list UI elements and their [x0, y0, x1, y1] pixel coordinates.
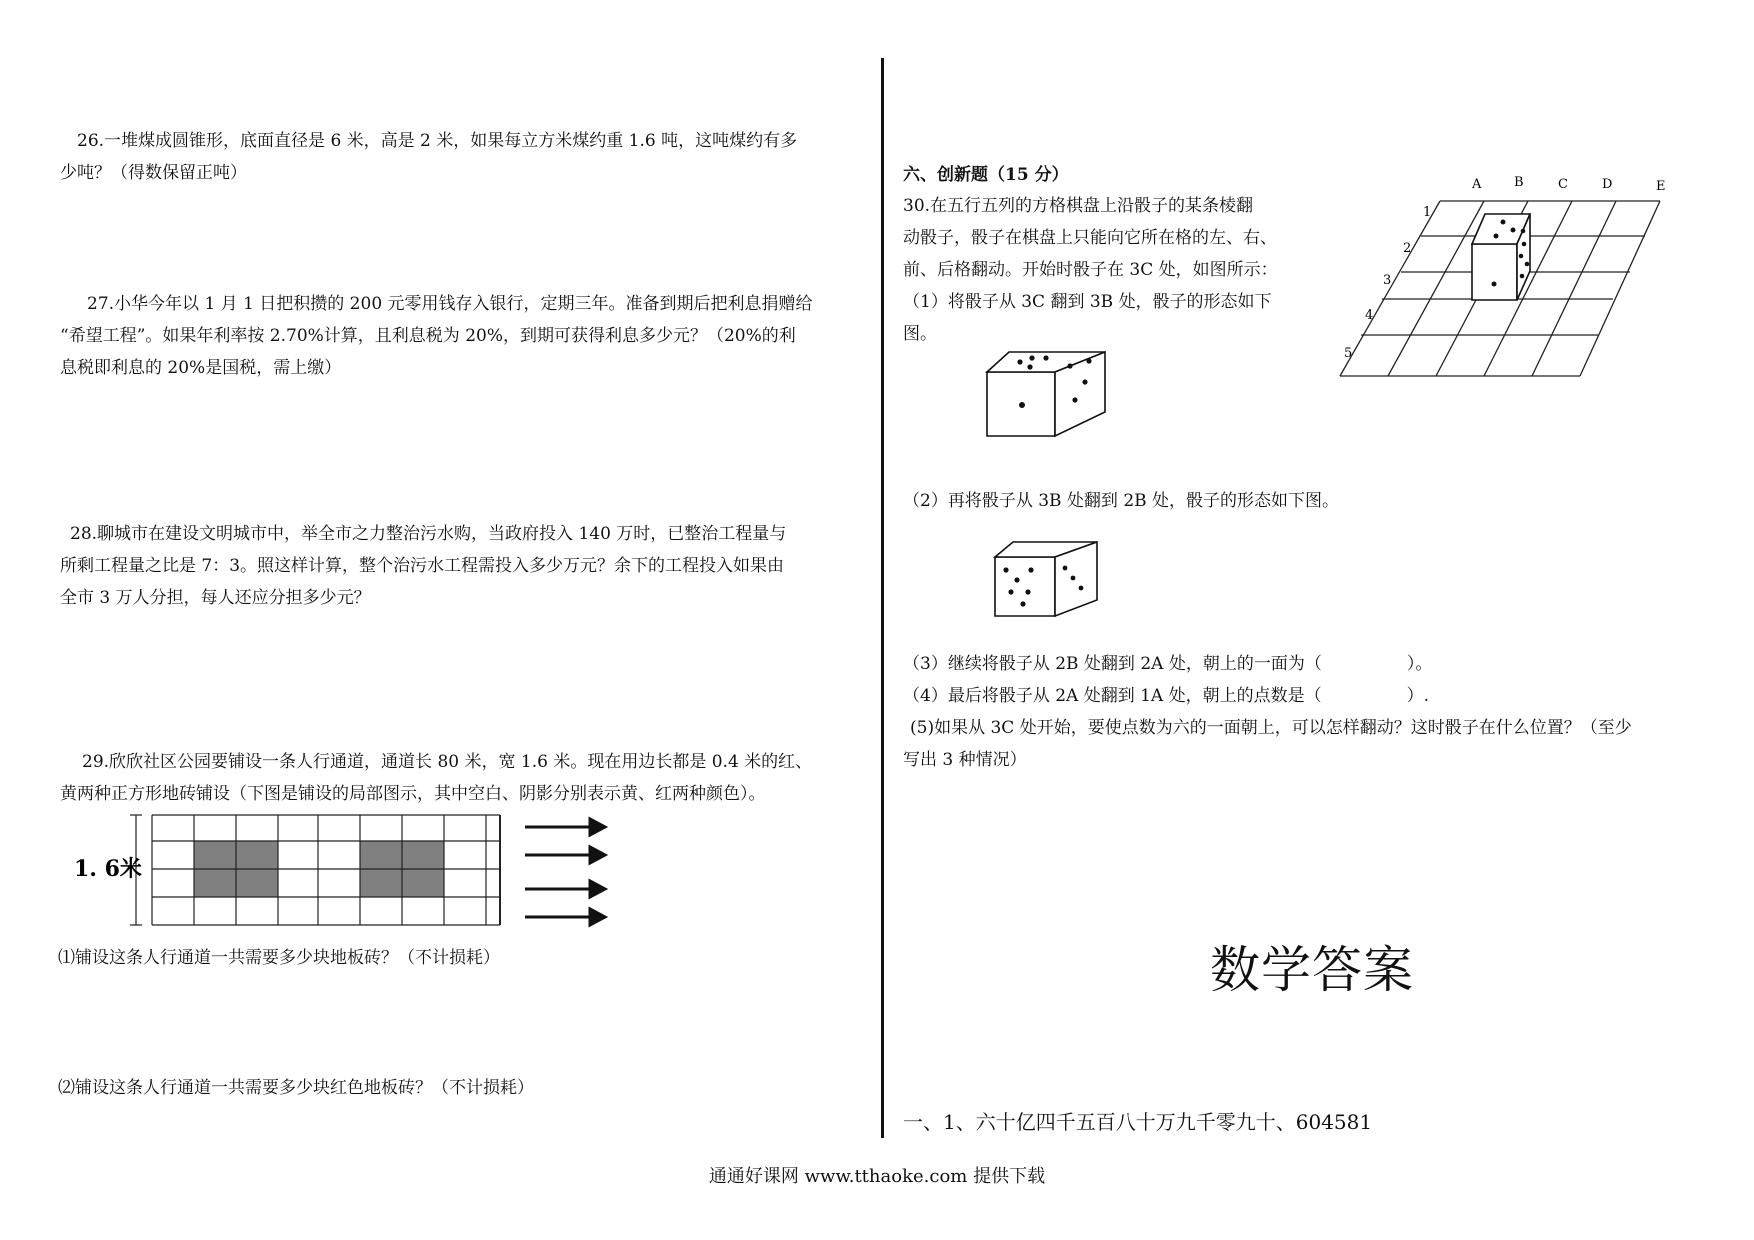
q28-line3: 全市 3 万人分担，每人还应分担多少元？ — [60, 588, 371, 608]
q30-part4-text: （4）最后将骰子从 2A 处翻到 1A 处，朝上的点数是（ ）. — [903, 686, 1430, 706]
column-divider — [881, 58, 884, 1138]
row-label-2: 2 — [1403, 241, 1412, 256]
q26-line2: 少吨？（得数保留正吨） — [60, 163, 247, 183]
q30-line5: 图。 — [903, 324, 937, 344]
question-29 — [60, 746, 812, 810]
tile-diagram — [70, 812, 610, 934]
q30-line1: 30.在五行五列的方格棋盘上沿骰子的某条棱翻 — [903, 196, 1254, 216]
question-27 — [60, 288, 813, 384]
q27-line2: “希望工程”。如果年利率按 2.70%计算，且利息税为 20%，到期可获得利息多少元？（20%的利 — [60, 326, 796, 346]
answer-title: 数学答案 — [1210, 941, 1414, 999]
footer-credit: 通通好课网 www.tthaoke.com 提供下载 — [708, 1166, 1046, 1187]
q30-part5b-text: 写出 3 种情况） — [903, 750, 1027, 770]
row-label-1: 1 — [1423, 205, 1432, 220]
q29-sub2-text: ⑵铺设这条人行通道一共需要多少块红色地板砖？（不计损耗） — [58, 1078, 534, 1098]
width-label: 1. 6米 — [74, 856, 142, 882]
col-label-a: A — [1472, 177, 1482, 192]
q28-line2: 所剩工程量之比是 7：3。照这样计算，整个治污水工程需投入多少万元？余下的工程投入如果由 — [60, 556, 785, 576]
q27-line3: 息税即利息的 20%是国税，需上缴） — [60, 358, 342, 378]
q30-part2 — [903, 485, 1339, 517]
row-label-5: 5 — [1344, 346, 1353, 361]
q29-sub1 — [58, 942, 500, 974]
q28-line1: 28.聊城市在建设文明城市中，举全市之力整治污水购，当政府投入 140 万时，已整治工程量与 — [70, 524, 787, 544]
q29-line1: 29.欣欣社区公园要铺设一条人行通道，通道长 80 米，宽 1.6 米。现在用边长都是 0.4 米的红、 — [82, 752, 813, 772]
col-label-d: D — [1602, 177, 1613, 192]
section-6-title: 六、创新题（15 分） — [903, 165, 1069, 185]
answer-line-1: 一、1、六十亿四千五百八十万九千零九十、604581 — [903, 1110, 1373, 1134]
question-26 — [60, 125, 797, 189]
q29-sub2 — [58, 1072, 534, 1104]
q30-line2: 动骰子，骰子在棋盘上只能向它所在格的左、右、 — [903, 228, 1277, 248]
q30-part3-text: （3）继续将骰子从 2B 处翻到 2A 处，朝上的一面为（ ）。 — [903, 654, 1433, 674]
q26-line1: 26.一堆煤成圆锥形，底面直径是 6 米，高是 2 米，如果每立方米煤约重 1.6 吨，这吨煤约有多 — [77, 131, 798, 151]
q30-part3-5 — [903, 648, 1632, 776]
q29-sub1-text: ⑴铺设这条人行通道一共需要多少块地板砖？（不计损耗） — [58, 948, 500, 968]
q30-line4: （1）将骰子从 3C 翻到 3B 处，骰子的形态如下 — [903, 292, 1272, 312]
row-label-3: 3 — [1383, 273, 1392, 288]
q30-line3: 前、后格翻动。开始时骰子在 3C 处，如图所示： — [903, 260, 1278, 280]
q30-part5a-text: (5)如果从 3C 处开始，要使点数为六的一面朝上，可以怎样翻动？这时骰子在什么位置？（至少 — [910, 718, 1632, 738]
question-30 — [903, 190, 1278, 350]
die-3b — [985, 350, 1115, 440]
row-label-4: 4 — [1365, 308, 1374, 323]
q27-line1: 27.小华今年以 1 月 1 日把积攒的 200 元零用钱存入银行，定期三年。准备到期后把利息捐赠给 — [87, 294, 813, 314]
col-label-b: B — [1514, 175, 1524, 190]
question-28 — [60, 518, 786, 614]
col-label-c: C — [1558, 177, 1568, 192]
q30-part2-text: （2）再将骰子从 3B 处翻到 2B 处，骰子的形态如下图。 — [903, 491, 1340, 511]
die-2b — [993, 540, 1103, 620]
col-label-e: E — [1656, 179, 1666, 194]
q29-line2: 黄两种正方形地砖铺设（下图是铺设的局部图示，其中空白、阴影分别表示黄、红两种颜色）。 — [60, 784, 766, 804]
dice-board — [1320, 176, 1680, 386]
